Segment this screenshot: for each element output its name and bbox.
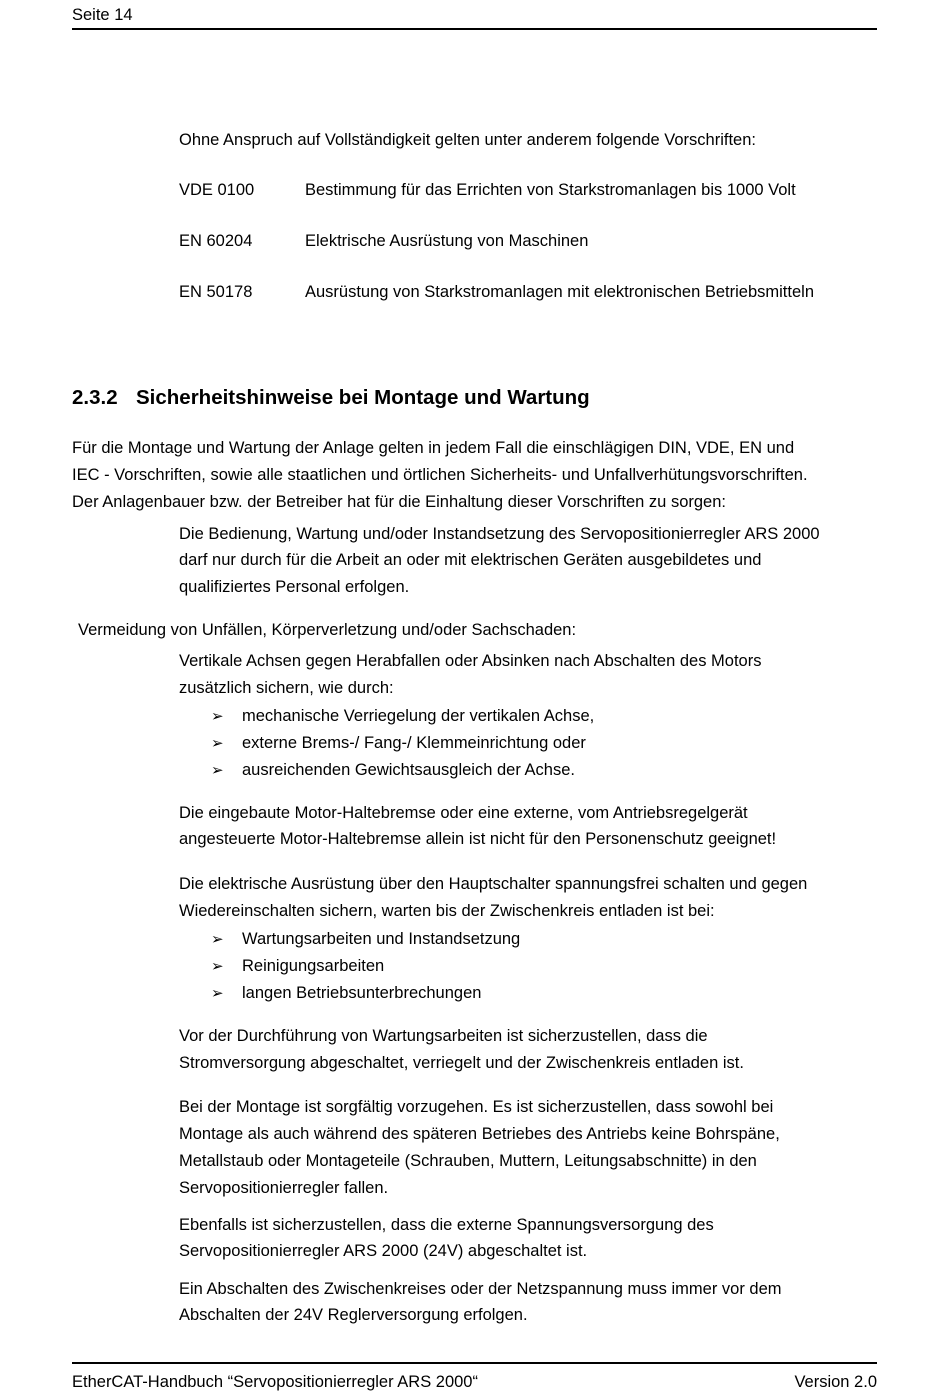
header-rule bbox=[72, 28, 877, 30]
section-title: Sicherheitshinweise bei Montage und Wartung bbox=[136, 386, 590, 409]
list-item-text: langen Betriebsunterbrechungen bbox=[242, 984, 482, 1002]
standard-code: VDE 0100 bbox=[179, 181, 255, 199]
arrow-bullet-icon: ➢ bbox=[211, 761, 224, 779]
standard-code: EN 60204 bbox=[179, 232, 253, 250]
list-item-text: mechanische Verriegelung der vertikalen Achse, bbox=[242, 707, 595, 725]
arrow-bullet-icon: ➢ bbox=[211, 930, 224, 948]
footer-version: Version 2.0 bbox=[794, 1373, 877, 1391]
paragraph-line: Vertikale Achsen gegen Herabfallen oder Absinken nach Abschalten des Motors bbox=[179, 652, 762, 670]
list-item-text: externe Brems-/ Fang-/ Klemmeinrichtung oder bbox=[242, 734, 586, 752]
paragraph-line: Die elektrische Ausrüstung über den Hauptschalter spannungsfrei schalten und gegen bbox=[179, 875, 808, 893]
paragraph-line: Ebenfalls ist sicherzustellen, dass die externe Spannungsversorgung des bbox=[179, 1216, 714, 1234]
list-item-text: Reinigungsarbeiten bbox=[242, 957, 385, 975]
paragraph-line: angesteuerte Motor-Haltebremse allein ist nicht für den Personenschutz geeignet! bbox=[179, 830, 777, 848]
footer-rule bbox=[72, 1362, 877, 1364]
paragraph-line: Metallstaub oder Montageteile (Schrauben, Muttern, Leitungsabschnitte) in den bbox=[179, 1152, 757, 1170]
standard-desc: Ausrüstung von Starkstromanlagen mit elektronischen Betriebsmitteln bbox=[305, 283, 814, 301]
paragraph-line: Die Bedienung, Wartung und/oder Instandsetzung des Servopositionierregler ARS 2000 bbox=[179, 525, 820, 543]
arrow-bullet-icon: ➢ bbox=[211, 984, 224, 1002]
paragraph-line: IEC - Vorschriften, sowie alle staatlichen und örtlichen Sicherheits- und Unfallverhütungsvorschriften. bbox=[72, 466, 808, 484]
paragraph-line: Servopositionierregler fallen. bbox=[179, 1179, 389, 1197]
paragraph-line: Montage als auch während des späteren Betriebes des Antriebs keine Bohrspäne, bbox=[179, 1125, 780, 1143]
paragraph-line: Ein Abschalten des Zwischenkreises oder der Netzspannung muss immer vor dem bbox=[179, 1280, 782, 1298]
standard-desc: Bestimmung für das Errichten von Starkstromanlagen bis 1000 Volt bbox=[305, 181, 796, 199]
paragraph-line: Abschalten der 24V Reglerversorgung erfolgen. bbox=[179, 1306, 528, 1324]
footer-doc-title: EtherCAT-Handbuch “Servopositionierregler ARS 2000“ bbox=[72, 1373, 478, 1391]
arrow-bullet-icon: ➢ bbox=[211, 734, 224, 752]
list-item-text: ausreichenden Gewichtsausgleich der Achse. bbox=[242, 761, 575, 779]
standard-code: EN 50178 bbox=[179, 283, 253, 301]
arrow-bullet-icon: ➢ bbox=[211, 957, 224, 975]
intro-text: Ohne Anspruch auf Vollständigkeit gelten unter anderem folgende Vorschriften: bbox=[179, 131, 756, 149]
paragraph-line: Für die Montage und Wartung der Anlage gelten in jedem Fall die einschlägigen DIN, VDE, EN und bbox=[72, 439, 795, 457]
paragraph-line: qualifiziertes Personal erfolgen. bbox=[179, 578, 410, 596]
paragraph-line: Der Anlagenbauer bzw. der Betreiber hat für die Einhaltung dieser Vorschriften zu sorgen: bbox=[72, 493, 726, 511]
paragraph-line: Servopositionierregler ARS 2000 (24V) abgeschaltet ist. bbox=[179, 1242, 588, 1260]
paragraph-line: Vermeidung von Unfällen, Körperverletzung und/oder Sachschaden: bbox=[78, 621, 577, 639]
list-item-text: Wartungsarbeiten und Instandsetzung bbox=[242, 930, 521, 948]
paragraph-line: Stromversorgung abgeschaltet, verriegelt und der Zwischenkreis entladen ist. bbox=[179, 1054, 744, 1072]
page-number: Seite 14 bbox=[72, 6, 133, 24]
paragraph-line: zusätzlich sichern, wie durch: bbox=[179, 679, 394, 697]
arrow-bullet-icon: ➢ bbox=[211, 707, 224, 725]
paragraph-line: Die eingebaute Motor-Haltebremse oder eine externe, vom Antriebsregelgerät bbox=[179, 804, 748, 822]
standard-desc: Elektrische Ausrüstung von Maschinen bbox=[305, 232, 589, 250]
paragraph-line: Bei der Montage ist sorgfältig vorzugehen. Es ist sicherzustellen, dass sowohl bei bbox=[179, 1098, 774, 1116]
paragraph-line: Vor der Durchführung von Wartungsarbeiten ist sicherzustellen, dass die bbox=[179, 1027, 708, 1045]
section-number: 2.3.2 bbox=[72, 386, 118, 409]
paragraph-line: darf nur durch für die Arbeit an oder mit elektrischen Geräten ausgebildetes und bbox=[179, 551, 762, 569]
paragraph-line: Wiedereinschalten sichern, warten bis der Zwischenkreis entladen ist bei: bbox=[179, 902, 715, 920]
